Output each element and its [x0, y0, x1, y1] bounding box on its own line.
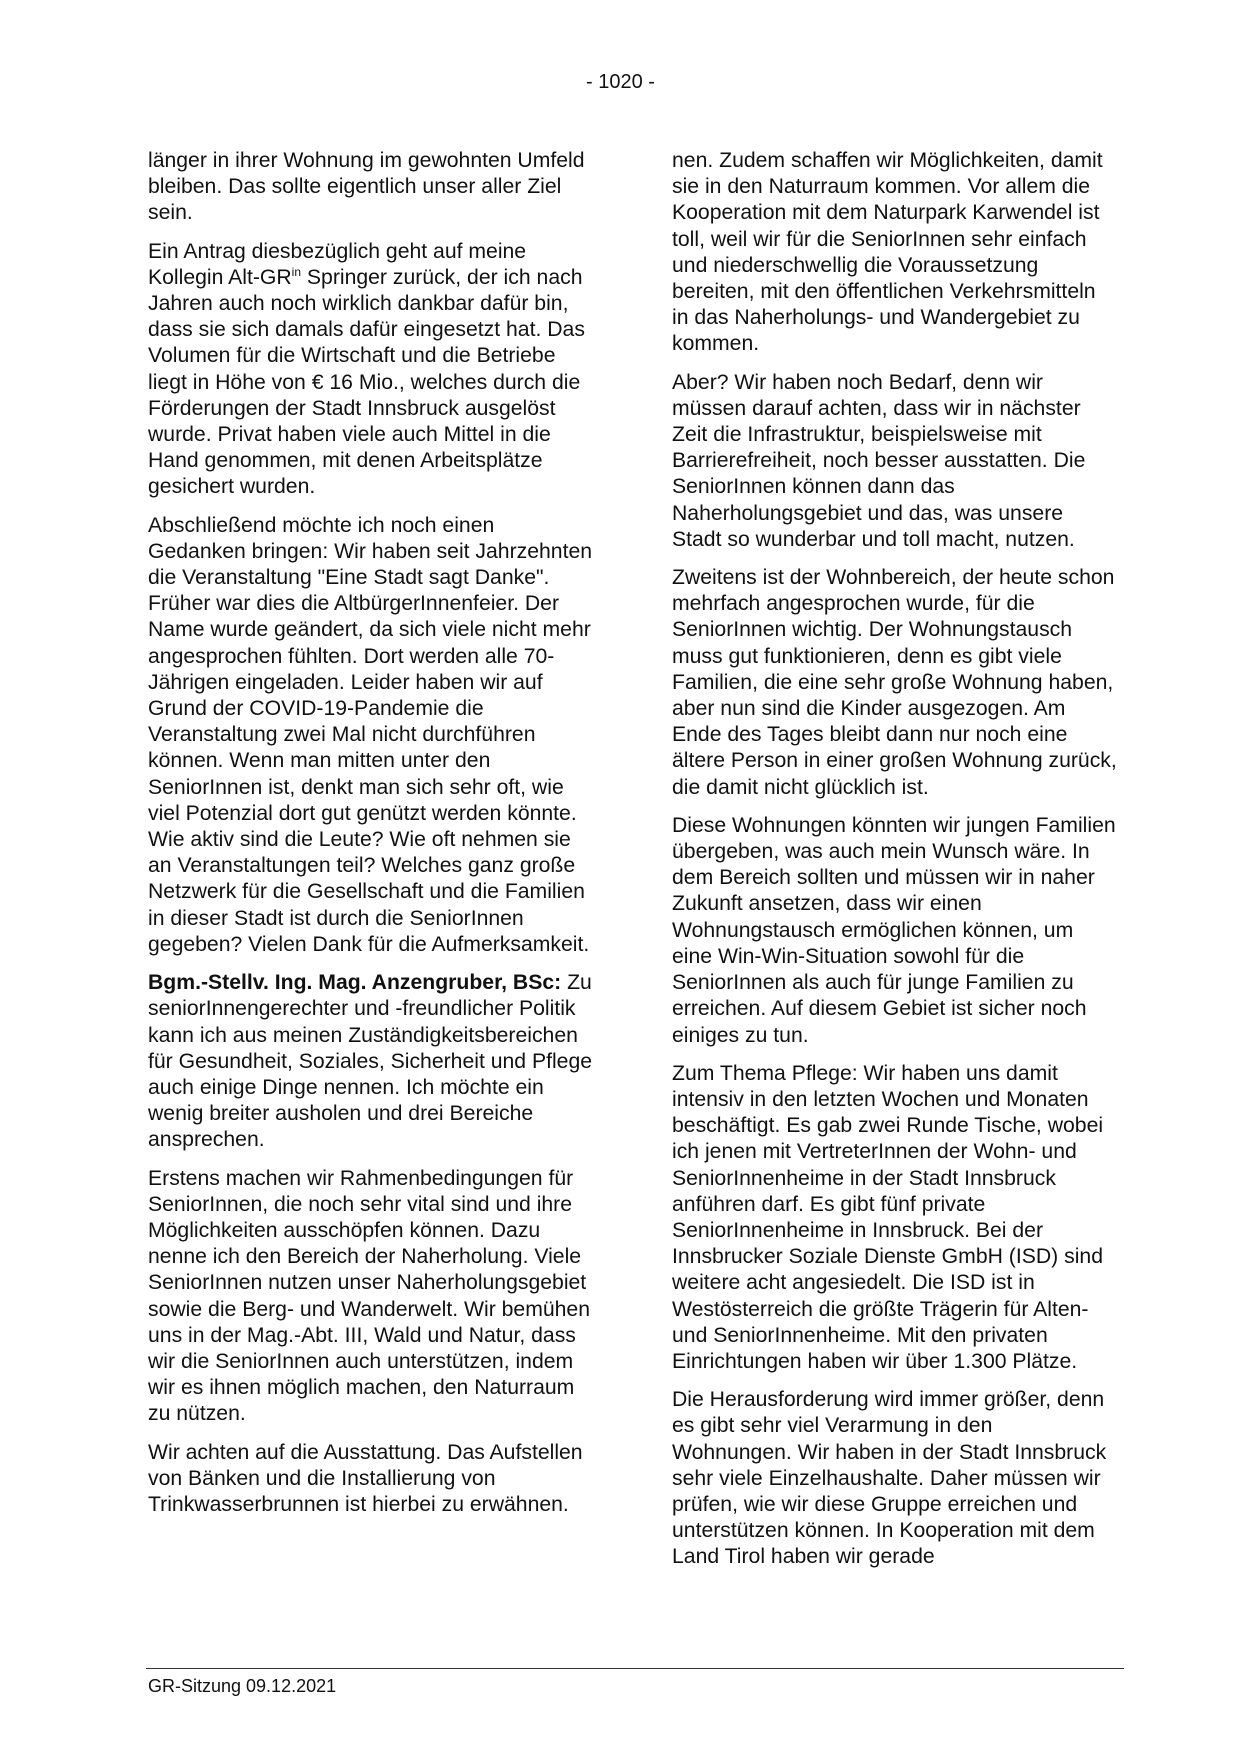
paragraph: Aber? Wir haben noch Bedarf, denn wir müssen darauf achten, dass wir in nächster Zeit die Infrastruktur, beispielsweise mit Barrierefreiheit, noch besser ausstatten. Die SeniorInnen können dann das Naherholungsgebiet und das, was unsere Stadt so wunderbar und toll macht, nutzen. [672, 370, 1086, 551]
right-column [672, 148, 1117, 1583]
paragraph: Zum Thema Pflege: Wir haben uns damit intensiv in den letzten Wochen und Monaten beschäftigt. Es gab zwei Runde Tische, wobei ich jenen mit VertreterInnen der Wohn- und SeniorInnenheime in der Stadt Innsbruck anführen darf. Es gibt fünf private SeniorInnenheime in Innsbruck. Bei der Innsbrucker Soziale Dienste GmbH (ISD) sind weitere acht angesiedelt. Die ISD ist in Westösterreich die größte Trägerin für Alten- und SeniorInnenheime. Mit den privaten Einrichtungen haben wir über 1.300 Plätze. [672, 1061, 1104, 1373]
footer-text: GR-Sitzung 09.12.2021 [148, 1676, 337, 1696]
page-number: - 1020 - [586, 71, 655, 93]
paragraph [148, 239, 593, 501]
paragraph-text: Zu seniorInnengerechter und -freundlicher Politik kann ich aus meinen Zuständigkeitsbereichen für Gesundheit, Soziales, Sicherheit und Pflege auch einige Dinge nennen. Ich möchte ein wenig breiter ausholen und drei Bereiche ansprechen. [148, 971, 593, 1152]
superscript: in [291, 264, 302, 279]
paragraph: Die Herausforderung wird immer größer, denn es gibt sehr viel Verarmung in den Wohnungen. Wir haben in der Stadt Innsbruck sehr viele Einzelhaushalte. Daher müssen wir prüfen, wie wir diese Gruppe erreichen und unterstützen können. In Kooperation mit dem Land Tirol haben wir gerade [672, 1388, 1107, 1569]
paragraph-text: Springer zurück, der ich nach Jahren auch noch wirklich dankbar dafür bin, dass sie sich damals dafür eingesetzt hat. Das Volumen für die Wirtschaft und die Betriebe liegt in Höhe von € 16 Mio., welches durch die Förderungen der Stadt Innsbruck ausgelöst wurde. Privat haben viele auch Mittel in die Hand genommen, mit denen Arbeitsplätze gesichert wurden. [148, 265, 585, 499]
paragraph-text: Ein Antrag diesbezüglich geht auf meine Kollegin Alt-GR [148, 239, 527, 289]
paragraph [148, 970, 593, 1153]
paragraph: Diese Wohnungen könnten wir jungen Familien übergeben, was auch mein Wunsch wäre. In dem Bereich sollten und müssen wir in naher Zukunft ansetzen, dass wir einen Wohnungstausch ermöglichen können, um eine Win-Win-Situation sowohl für die SeniorInnen als auch für junge Familien zu erreichen. Auf diesem Gebiet ist sicher noch einiges zu tun. [672, 813, 1116, 1047]
footer-divider [146, 1668, 1124, 1669]
paragraph: Zweitens ist der Wohnbereich, der heute schon mehrfach angesprochen wurde, für die SeniorInnen wichtig. Der Wohnungstausch muss gut funktionieren, denn es gibt viele Familien, die eine sehr große Wohnung haben, aber nun sind die Kinder ausgezogen. Am Ende des Tages bleibt dann nur noch eine ältere Person in einer großen Wohnung zurück, die damit nicht glücklich ist. [672, 566, 1117, 799]
paragraph: nen. Zudem schaffen wir Möglichkeiten, damit sie in den Naturraum kommen. Vor allem die Kooperation mit dem Naturpark Karwendel ist toll, weil wir für die SeniorInnen sehr einfach und niederschwellig die Voraussetzung bereiten, mit den öffentlichen Verkehrsmitteln in das Naherholungs- und Wandergebiet zu kommen. [672, 149, 1103, 356]
paragraph: Erstens machen wir Rahmenbedingungen für SeniorInnen, die noch sehr vital sind und ihre Möglichkeiten ausschöpfen können. Dazu nenne ich den Bereich der Naherholung. Viele SeniorInnen nutzen unser Naherholungsgebiet sowie die Berg- und Wanderwelt. Wir bemühen uns in der Mag.-Abt. III, Wald und Natur, dass wir die SeniorInnen auch unterstützen, indem wir es ihnen möglich machen, den Naturraum zu nützen. [148, 1166, 590, 1426]
paragraph: Abschließend möchte ich noch einen Gedanken bringen: Wir haben seit Jahrzehnten die Veranstaltung "Eine Stadt sagt Danke". Früher war dies die AltbürgerInnenfeier. Der Name wurde geändert, da sich viele nicht mehr angesprochen fühlten. Dort werden alle 70-Jährigen eingeladen. Leider haben wir auf Grund der COVID-19-Pandemie die Veranstaltung zwei Mal nicht durchführen können. Wenn man mitten unter den SeniorInnen ist, denkt man sich sehr oft, wie viel Potenzial dort gut genützt werden könnte. Wie aktiv sind die Leute? Wie oft nehmen sie an Veranstaltungen teil? Welches ganz große Netzwerk für die Gesellschaft und die Familien in dieser Stadt ist durch die SeniorInnen gegeben? Vielen Dank für die Aufmerksamkeit. [148, 513, 593, 956]
paragraph: länger in ihrer Wohnung im gewohnten Umfeld bleiben. Das sollte eigentlich unser aller Ziel sein. [148, 149, 585, 225]
paragraph: Wir achten auf die Ausstattung. Das Aufstellen von Bänken und die Installierung von Trinkwasserbrunnen ist hierbei zu erwähnen. [148, 1440, 583, 1516]
left-column [148, 148, 593, 1530]
speaker-name: Bgm.-Stellv. Ing. Mag. Anzengruber, BSc: [148, 971, 562, 995]
